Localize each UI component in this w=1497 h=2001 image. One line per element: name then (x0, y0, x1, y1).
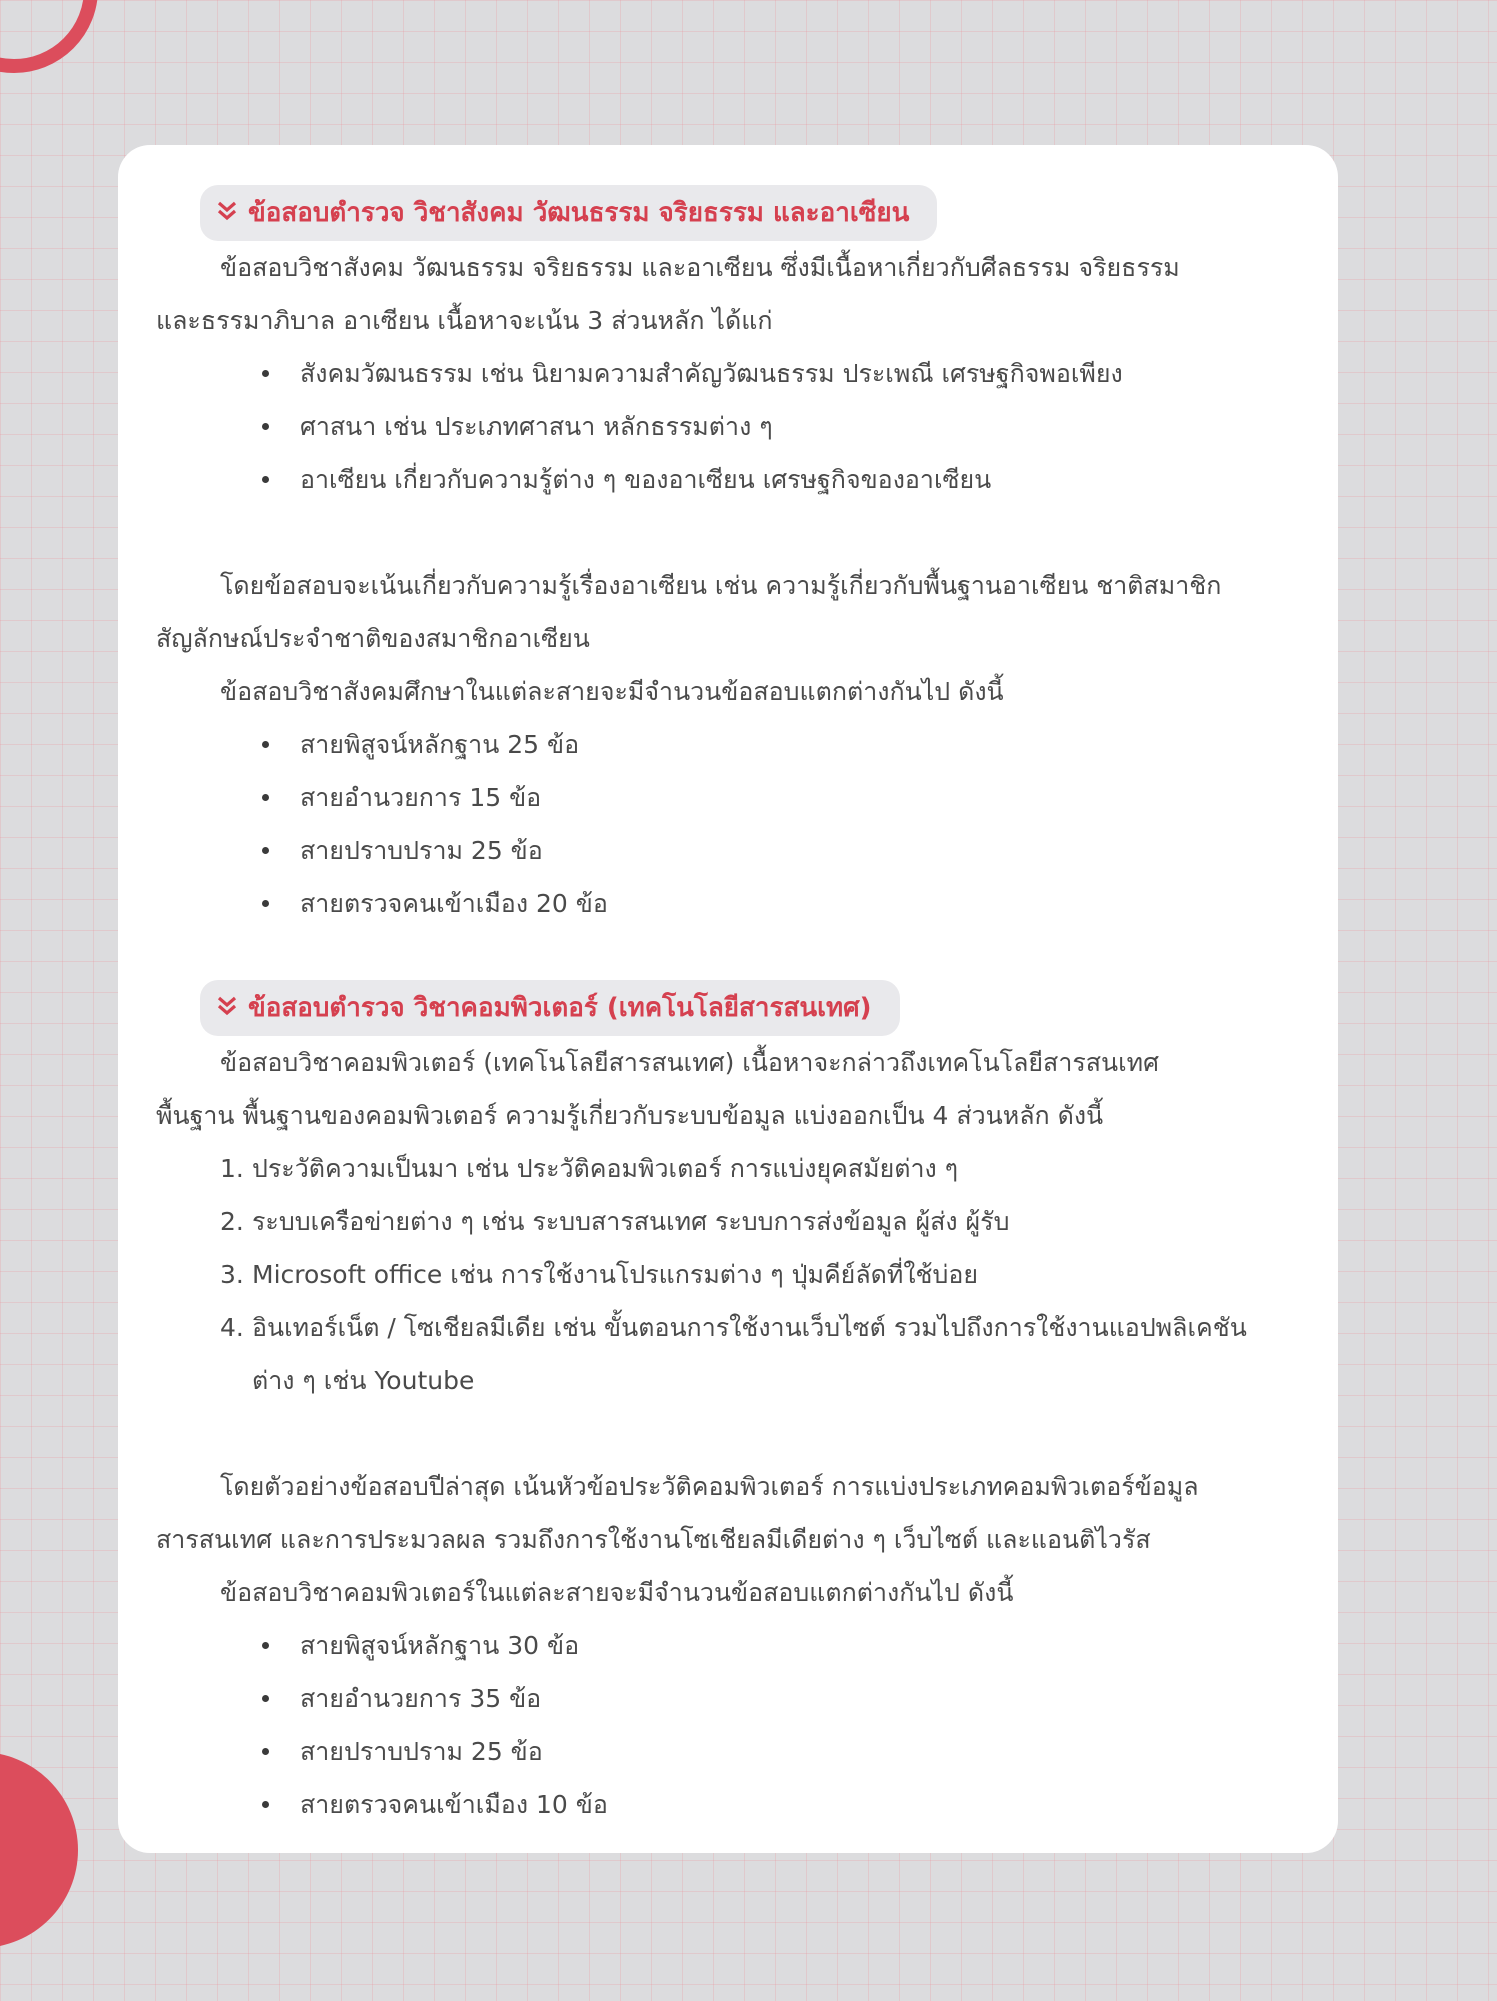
list-item (262, 771, 1300, 824)
list-item (262, 453, 1300, 506)
focus-line: สัญลักษณ์ประจำชาติของสมาชิกอาเซียน (156, 624, 590, 653)
list-number: 2. (220, 1207, 244, 1236)
list-item-text: สายตรวจคนเข้าเมือง 10 ข้อ (300, 1790, 608, 1819)
bullet-icon (262, 476, 269, 483)
bullet-icon (262, 847, 269, 854)
double-chevron-down-icon (216, 995, 238, 1019)
count-list (156, 1619, 1300, 1831)
focus-line: โดยตัวอย่างข้อสอบปีล่าสุด เน้นหัวข้อประวัติคอมพิวเตอร์ การแบ่งประเภทคอมพิวเตอร์ข้อมูล (220, 1472, 1199, 1501)
list-item-text-line: อินเทอร์เน็ต / โซเชียลมีเดีย เช่น ขั้นตอนการใช้งานเว็บไซต์ รวมไปถึงการใช้งานแอปพลิเคชัน (252, 1313, 1247, 1342)
list-number: 4. (220, 1313, 244, 1342)
list-item (262, 400, 1300, 453)
list-item-text: สายพิสูจน์หลักฐาน 25 ข้อ (300, 730, 580, 759)
list-item-text: Microsoft office เช่น การใช้งานโปรแกรมต่าง ๆ ปุ่มคีย์ลัดที่ใช้บ่อย (252, 1260, 979, 1289)
list-item (262, 877, 1300, 930)
list-item-text: สังคมวัฒนธรรม เช่น นิยามความสำคัญวัฒนธรรม ประเพณี เศรษฐกิจพอเพียง (300, 359, 1123, 388)
heading-text: ข้อสอบตำรวจ วิชาคอมพิวเตอร์ (เทคโนโลยีสารสนเทศ) (248, 993, 872, 1023)
intro-paragraph (156, 241, 1300, 347)
list-item-text (252, 1301, 1247, 1407)
bullet-icon (262, 370, 269, 377)
list-item (220, 1248, 1300, 1301)
list-item (220, 1142, 1300, 1195)
bullet-icon (262, 900, 269, 907)
list-number: 1. (220, 1154, 244, 1183)
list-item (262, 824, 1300, 877)
spacer (156, 1407, 1300, 1460)
list-item (220, 1301, 1300, 1407)
list-item-text: สายอำนวยการ 15 ข้อ (300, 783, 542, 812)
list-item-text: ศาสนา เช่น ประเภทศาสนา หลักธรรมต่าง ๆ (300, 412, 773, 441)
intro-line: ข้อสอบวิชาคอมพิวเตอร์ (เทคโนโลยีสารสนเทศ) เนื้อหาจะกล่าวถึงเทคโนโลยีสารสนเทศ (220, 1048, 1160, 1077)
spacer (156, 930, 1300, 980)
bullet-icon (262, 1748, 269, 1755)
focus-line: สารสนเทศ และการประมวลผล รวมถึงการใช้งานโซเชียลมีเดียต่าง ๆ เว็บไซต์ และแอนติไวรัส (156, 1525, 1151, 1554)
intro-line: ข้อสอบวิชาสังคม วัฒนธรรม จริยธรรม และอาเซียน ซึ่งมีเนื้อหาเกี่ยวกับศีลธรรม จริยธรรม (220, 253, 1180, 282)
list-item-text: อาเซียน เกี่ยวกับความรู้ต่าง ๆ ของอาเซียน เศรษฐกิจของอาเซียน (300, 465, 992, 494)
list-item-text-line: ต่าง ๆ เช่น Youtube (252, 1366, 475, 1395)
list-item (262, 1778, 1300, 1831)
decorative-circle (0, 1752, 78, 1948)
list-item-text: ประวัติความเป็นมา เช่น ประวัติคอมพิวเตอร์ การแบ่งยุคสมัยต่าง ๆ (252, 1154, 959, 1183)
numbered-topic-list (156, 1142, 1300, 1407)
section-heading-social (200, 185, 937, 241)
list-item (220, 1195, 1300, 1248)
list-item-text: สายปราบปราม 25 ข้อ (300, 1737, 543, 1766)
bullet-icon (262, 423, 269, 430)
decorative-ring (0, 0, 98, 73)
heading-text: ข้อสอบตำรวจ วิชาสังคม วัฒนธรรม จริยธรรม และอาเซียน (248, 198, 910, 228)
list-item-text: ระบบเครือข่ายต่าง ๆ เช่น ระบบสารสนเทศ ระบบการส่งข้อมูล ผู้ส่ง ผู้รับ (252, 1207, 1010, 1236)
focus-paragraph (156, 1460, 1300, 1619)
bullet-icon (262, 1642, 269, 1649)
section-heading-computer (200, 980, 900, 1036)
list-item (262, 347, 1300, 400)
bullet-icon (262, 1801, 269, 1808)
bullet-icon (262, 794, 269, 801)
list-item (262, 1672, 1300, 1725)
intro-paragraph (156, 1036, 1300, 1142)
count-list (156, 718, 1300, 930)
intro-line: พื้นฐาน พื้นฐานของคอมพิวเตอร์ ความรู้เกี่ยวกับระบบข้อมูล แบ่งออกเป็น 4 ส่วนหลัก ดังนี้ (156, 1101, 1104, 1130)
double-chevron-down-icon (216, 200, 238, 224)
bullet-icon (262, 1695, 269, 1702)
list-item-text: สายอำนวยการ 35 ข้อ (300, 1684, 542, 1713)
count-intro: ข้อสอบวิชาคอมพิวเตอร์ในแต่ละสายจะมีจำนวนข้อสอบแตกต่างกันไป ดังนี้ (220, 1578, 1014, 1607)
list-item (262, 718, 1300, 771)
list-item (262, 1619, 1300, 1672)
list-item-text: สายพิสูจน์หลักฐาน 30 ข้อ (300, 1631, 580, 1660)
list-number: 3. (220, 1260, 244, 1289)
list-item (262, 1725, 1300, 1778)
list-item-text: สายปราบปราม 25 ข้อ (300, 836, 543, 865)
focus-paragraph (156, 559, 1300, 718)
topic-list (156, 347, 1300, 506)
intro-line: และธรรมาภิบาล อาเซียน เนื้อหาจะเน้น 3 ส่วนหลัก ได้แก่ (156, 306, 773, 335)
count-intro: ข้อสอบวิชาสังคมศึกษาในแต่ละสายจะมีจำนวนข้อสอบแตกต่างกันไป ดังนี้ (220, 677, 1004, 706)
bullet-icon (262, 741, 269, 748)
list-item-text: สายตรวจคนเข้าเมือง 20 ข้อ (300, 889, 608, 918)
focus-line: โดยข้อสอบจะเน้นเกี่ยวกับความรู้เรื่องอาเซียน เช่น ความรู้เกี่ยวกับพื้นฐานอาเซียน ชาติสมาชิก (220, 571, 1222, 600)
content-card (118, 145, 1338, 1853)
spacer (156, 506, 1300, 559)
